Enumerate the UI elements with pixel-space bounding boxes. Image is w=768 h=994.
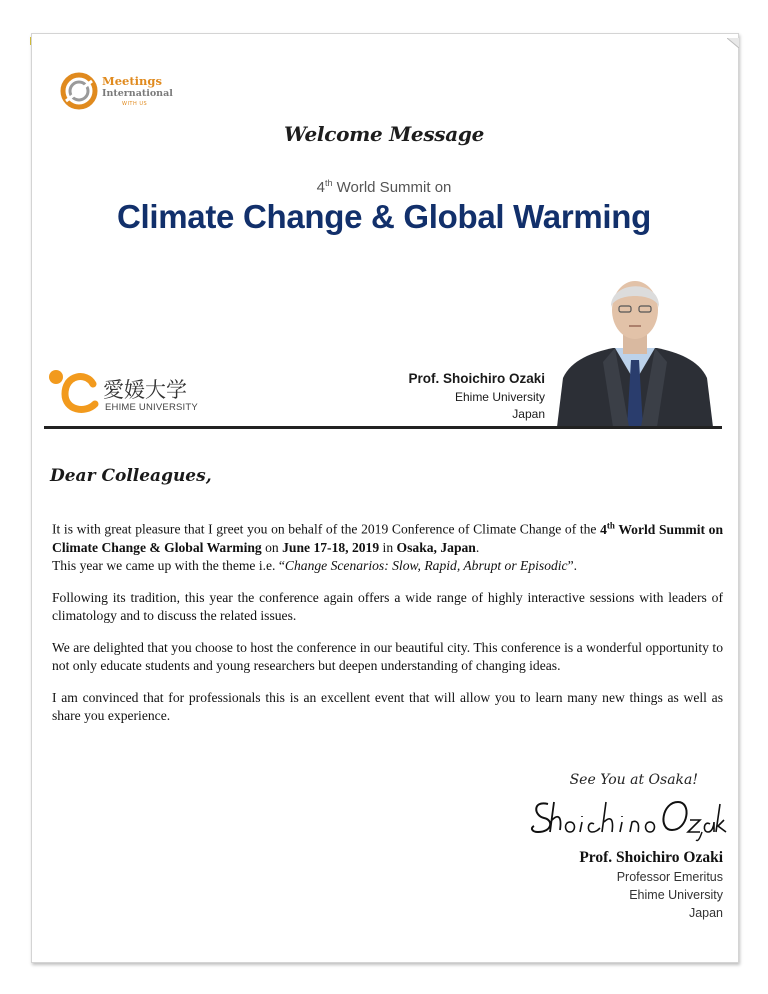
speaker-country: Japan <box>512 407 545 421</box>
logo-name-line2: International <box>102 88 173 99</box>
salutation: Dear Colleagues, <box>50 466 212 486</box>
speaker-affiliation: Ehime University <box>454 390 545 404</box>
header-divider <box>44 426 722 429</box>
welcome-heading: Welcome Message <box>283 122 485 146</box>
meetings-international-logo <box>60 71 173 111</box>
signatory-title: Professor Emeritus <box>616 870 723 884</box>
speaker-name: Prof. Shoichiro Ozaki <box>408 371 545 386</box>
globe-icon <box>60 71 100 111</box>
paragraph-2: This year we came up with the theme i.e. “Change Scenarios: Slow, Rapid, Abrupt or Episodic”. <box>52 557 578 573</box>
letter-body <box>52 516 723 725</box>
paragraph-4: We are delighted that you choose to host the conference in our beautiful city. This conference is a wonderful opportunity to not only educate students and young researchers but deepen understanding of changing ideas. <box>52 639 723 673</box>
ehime-university-logo <box>47 368 207 416</box>
signatory-country: Japan <box>688 906 723 920</box>
page-corner-fold-icon <box>727 33 739 43</box>
paragraph-5: I am convinced that for professionals this is an excellent event that will allow you to learn many new things as well as share you experience. <box>52 689 723 723</box>
paragraph-3: Following its tradition, this year the conference again offers a wide range of highly interactive sessions with leaders of climatology and to discuss the related issues. <box>52 589 723 623</box>
see-you-note: See You at Osaka! <box>569 772 698 788</box>
logo-name-line1: Meetings <box>102 74 162 88</box>
handwritten-signature <box>530 792 730 842</box>
paragraph-1: It is with great pleasure that I greet you on behalf of the 2019 Conference of Climate Change of the 4th World Summit on Climate Change & Global Warming on June 17-18, 2019 in Osaka, Japan. <box>52 520 724 555</box>
summit-subtitle: 4th World Summit on <box>316 178 452 196</box>
signature-block <box>579 848 723 922</box>
speaker-caption <box>408 369 545 423</box>
signatory-affiliation: Ehime University <box>629 888 723 902</box>
ehime-japanese-name: 愛媛大学 <box>103 378 187 402</box>
ehime-english-name: EHIME UNIVERSITY <box>105 402 198 413</box>
ehime-logo-icon <box>47 368 99 416</box>
conference-title: Climate Change & Global Warming <box>116 198 652 235</box>
signatory-name: Prof. Shoichiro Ozaki <box>579 849 723 866</box>
speaker-photo <box>553 270 717 427</box>
logo-tagline: WITH US <box>122 101 148 107</box>
